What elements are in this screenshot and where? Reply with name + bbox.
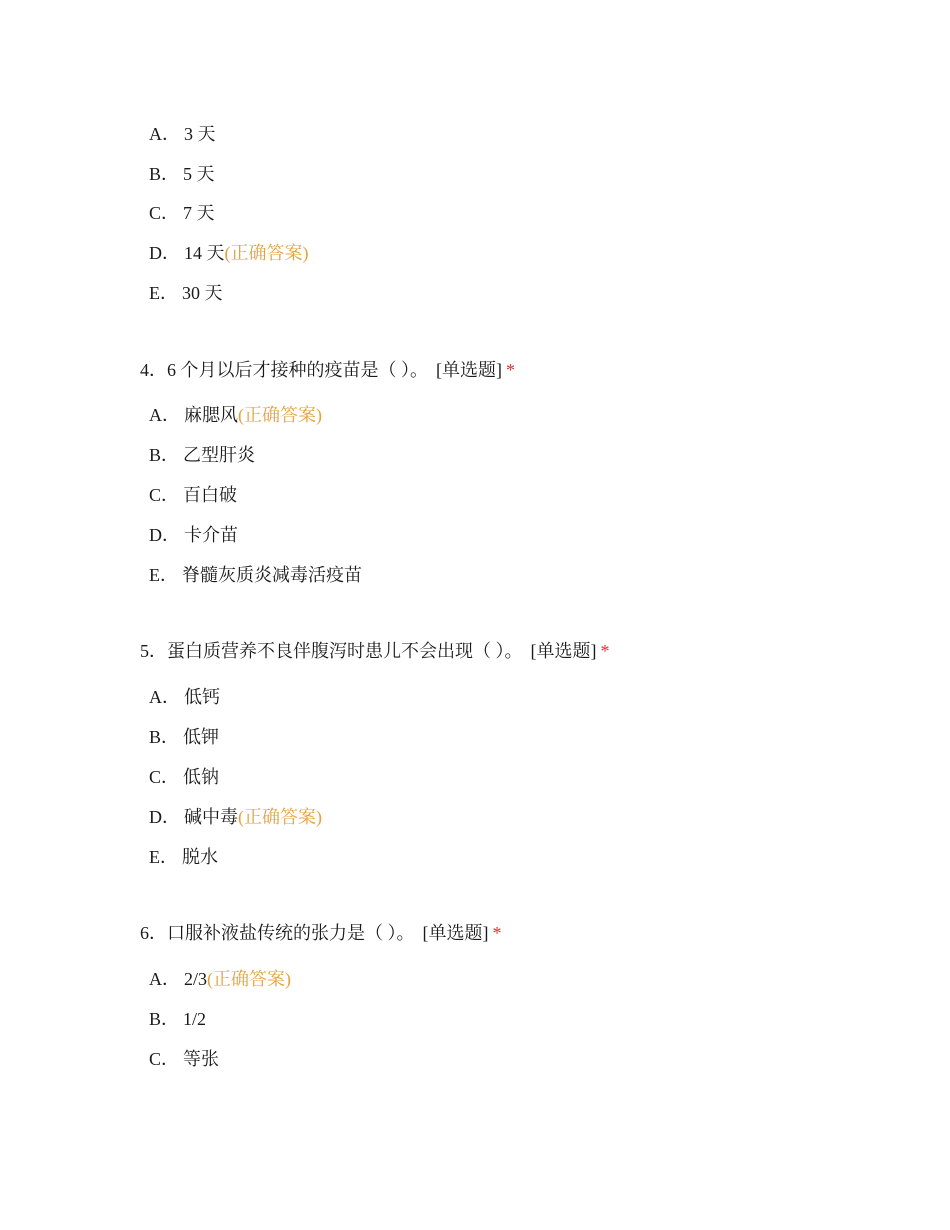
option-text: 3 天	[184, 124, 216, 144]
option-letter: D．	[149, 807, 180, 827]
correct-answer-marker: (正确答案)	[238, 807, 322, 827]
question-number: 5．	[140, 641, 167, 661]
option-text: 百白破	[183, 485, 238, 505]
q5-title	[140, 639, 610, 663]
option-letter: A．	[149, 124, 180, 144]
option-text: 5 天	[183, 164, 215, 184]
q3-option-c[interactable]	[149, 201, 215, 225]
option-letter: D．	[149, 525, 180, 545]
question-text: 6 个月以后才接种的疫苗是（ ）。	[167, 360, 428, 380]
option-text: 乙型肝炎	[183, 445, 256, 465]
q5-option-c[interactable]	[149, 765, 219, 789]
option-letter: B．	[149, 1009, 180, 1029]
correct-answer-marker: (正确答案)	[224, 243, 309, 263]
option-text: 低钾	[183, 727, 220, 747]
option-text: 低钙	[184, 687, 220, 707]
option-letter: C．	[149, 1049, 180, 1069]
q5-option-b[interactable]	[149, 725, 219, 749]
option-letter: B．	[149, 164, 180, 184]
q4-option-e[interactable]	[149, 563, 362, 587]
option-text: 碱中毒	[184, 807, 238, 827]
q5-option-e[interactable]	[149, 845, 218, 869]
option-text: 脊髓灰质炎减毒活疫苗	[182, 565, 362, 585]
q3-option-d[interactable]	[149, 241, 309, 265]
option-text: 卡介苗	[184, 525, 238, 545]
q5-option-a[interactable]	[149, 685, 220, 709]
option-letter: B．	[149, 727, 180, 747]
option-letter: A．	[149, 969, 180, 989]
option-letter: E．	[149, 283, 178, 303]
question-type: [单选题]	[436, 360, 502, 380]
option-letter: A．	[149, 405, 180, 425]
q3-option-b[interactable]	[149, 162, 215, 186]
option-text: 低钠	[183, 767, 220, 787]
option-letter: B．	[149, 445, 180, 465]
correct-answer-marker: (正确答案)	[207, 969, 292, 989]
option-text: 30 天	[182, 283, 223, 303]
option-text: 2/3	[184, 969, 208, 989]
option-text: 14 天	[184, 243, 225, 263]
option-text: 1/2	[183, 1009, 207, 1029]
q6-option-a[interactable]	[149, 967, 291, 991]
option-letter: A．	[149, 687, 180, 707]
required-marker: *	[600, 641, 610, 661]
q4-option-c[interactable]	[149, 483, 237, 507]
q5-option-d[interactable]	[149, 805, 322, 829]
required-marker: *	[492, 923, 502, 943]
option-letter: C．	[149, 485, 180, 505]
option-letter: C．	[149, 767, 180, 787]
q3-option-a[interactable]	[149, 122, 216, 146]
correct-answer-marker: (正确答案)	[238, 405, 322, 425]
option-letter: D．	[149, 243, 180, 263]
q4-option-d[interactable]	[149, 523, 238, 547]
q3-option-e[interactable]	[149, 281, 223, 305]
option-text: 麻腮风	[184, 405, 238, 425]
question-type: [单选题]	[530, 641, 597, 661]
question-text: 口服补液盐传统的张力是（ ）。	[167, 923, 415, 943]
q6-option-b[interactable]	[149, 1007, 206, 1031]
question-type: [单选题]	[422, 923, 489, 943]
option-text: 7 天	[183, 203, 215, 223]
option-text: 等张	[183, 1049, 220, 1069]
q4-title	[140, 358, 515, 382]
q6-option-c[interactable]	[149, 1047, 219, 1071]
q4-option-a[interactable]	[149, 403, 322, 427]
option-letter: E．	[149, 847, 178, 867]
question-text: 蛋白质营养不良伴腹泻时患儿不会出现（ ）。	[167, 641, 523, 661]
option-letter: E．	[149, 565, 178, 585]
option-letter: C．	[149, 203, 180, 223]
option-text: 脱水	[182, 847, 218, 867]
required-marker: *	[506, 360, 515, 380]
q6-title	[140, 921, 502, 945]
question-number: 6．	[140, 923, 167, 943]
question-number: 4．	[140, 360, 167, 380]
q4-option-b[interactable]	[149, 443, 255, 467]
